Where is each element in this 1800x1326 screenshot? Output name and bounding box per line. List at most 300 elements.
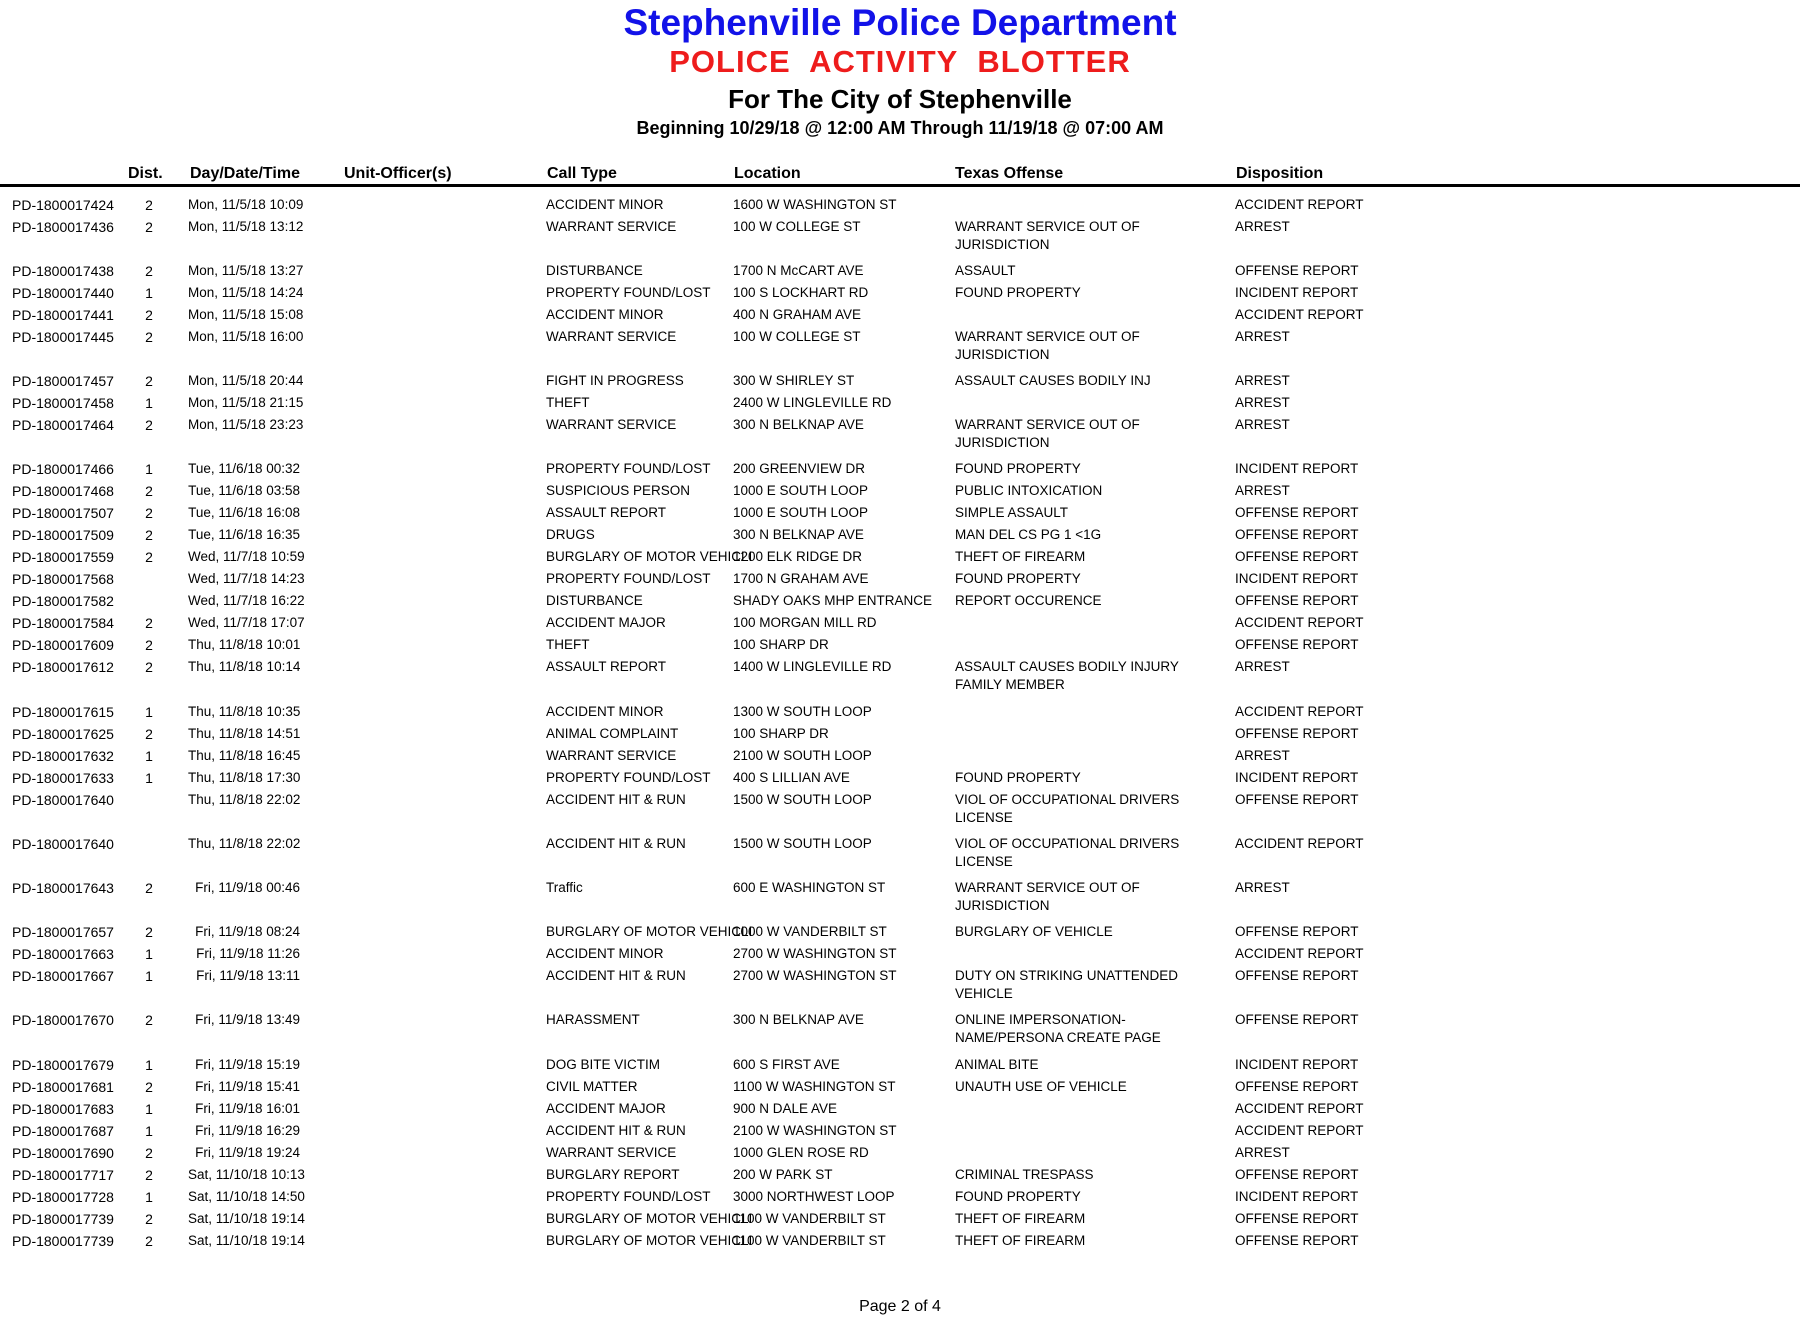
cell-incident-number: PD-1800017633 [12,770,114,786]
cell-incident-number: PD-1800017670 [12,1012,114,1028]
table-row [0,262,1800,284]
cell-disposition: ACCIDENT REPORT [1235,197,1364,212]
cell-district: 2 [145,1145,153,1161]
cell-location: 200 W PARK ST [733,1167,833,1182]
cell-incident-number: PD-1800017739 [12,1211,114,1227]
cell-location: 200 GREENVIEW DR [733,461,866,476]
column-header-dist: Dist. [128,165,163,182]
cell-call-type: Traffic [546,880,583,895]
table-row [0,1188,1800,1210]
cell-district: 2 [145,219,153,235]
cell-disposition: ARREST [1235,748,1290,763]
cell-disposition: ACCIDENT REPORT [1235,836,1364,851]
cell-call-type: WARRANT SERVICE [546,219,677,234]
cell-day-date-time: Wed, 11/7/18 17:07 [188,615,305,630]
cell-call-type: DISTURBANCE [546,593,643,608]
cell-call-type: ACCIDENT MAJOR [546,1101,666,1116]
cell-disposition: OFFENSE REPORT [1235,924,1359,939]
table-row [0,592,1800,614]
cell-texas-offense: MAN DEL CS PG 1 <1G [955,527,1102,542]
column-header-offense: Texas Offense [955,165,1064,182]
cell-location: 1400 W LINGLEVILLE RD [733,659,892,674]
table-row [0,1122,1800,1144]
table-row [0,306,1800,328]
cell-day-date-time: Thu, 11/8/18 10:35 [188,704,301,719]
cell-call-type: BURGLARY OF MOTOR VEHICLI [546,924,753,939]
cell-call-type: HARASSMENT [546,1012,640,1027]
cell-incident-number: PD-1800017717 [12,1167,114,1183]
table-row [0,1232,1800,1254]
cell-incident-number: PD-1800017582 [12,593,114,609]
table-row [0,1011,1800,1056]
cell-texas-offense: PUBLIC INTOXICATION [955,483,1103,498]
cell-incident-number: PD-1800017612 [12,659,114,675]
cell-incident-number: PD-1800017509 [12,527,114,543]
cell-call-type: ACCIDENT HIT & RUN [546,836,686,851]
cell-location: 2700 W WASHINGTON ST [733,946,897,961]
cell-incident-number: PD-1800017458 [12,395,114,411]
cell-day-date-time: Thu, 11/8/18 22:02 [188,792,301,807]
cell-texas-offense: WARRANT SERVICE OUT OF JURISDICTION [955,417,1140,450]
cell-district: 1 [145,285,153,301]
cell-district: 2 [145,1012,153,1028]
cell-location: 100 S LOCKHART RD [733,285,869,300]
cell-location: 1100 W VANDERBILT ST [733,1211,886,1226]
cell-day-date-time: Thu, 11/8/18 17:30 [188,770,301,785]
cell-incident-number: PD-1800017441 [12,307,114,323]
table-row [0,570,1800,592]
column-header-location: Location [734,165,801,182]
cell-disposition: ACCIDENT REPORT [1235,1101,1364,1116]
cell-day-date-time: Sat, 11/10/18 19:14 [188,1211,305,1226]
cell-location: 1700 N McCART AVE [733,263,864,278]
cell-location: 1300 W SOUTH LOOP [733,704,872,719]
cell-location: 600 E WASHINGTON ST [733,880,886,895]
cell-day-date-time: Thu, 11/8/18 14:51 [188,726,301,741]
cell-call-type: BURGLARY REPORT [546,1167,680,1182]
table-row [0,967,1800,1011]
cell-call-type: ACCIDENT MINOR [546,704,664,719]
cell-district: 2 [145,1233,153,1249]
cell-location: 1000 W VANDERBILT ST [733,924,887,939]
table-row [0,504,1800,526]
cell-day-date-time: Fri, 11/9/18 00:46 [195,880,300,895]
cell-district: 2 [145,505,153,521]
blotter-table [0,196,1800,1254]
table-row [0,526,1800,548]
cell-incident-number: PD-1800017440 [12,285,114,301]
cell-district: 1 [145,1057,153,1073]
cell-day-date-time: Mon, 11/5/18 20:44 [188,373,304,388]
cell-call-type: FIGHT IN PROGRESS [546,373,684,388]
cell-texas-offense: FOUND PROPERTY [955,571,1081,586]
cell-disposition: OFFENSE REPORT [1235,968,1359,983]
cell-texas-offense: THEFT OF FIREARM [955,549,1086,564]
table-row [0,482,1800,504]
cell-day-date-time: Sat, 11/10/18 14:50 [188,1189,305,1204]
header-rule [0,184,1800,187]
cell-call-type: ACCIDENT MINOR [546,946,664,961]
cell-district: 2 [145,637,153,653]
cell-texas-offense: FOUND PROPERTY [955,770,1081,785]
cell-district: 2 [145,615,153,631]
table-row [0,725,1800,747]
cell-call-type: ACCIDENT MINOR [546,197,664,212]
cell-texas-offense: THEFT OF FIREARM [955,1233,1086,1248]
cell-district: 2 [145,726,153,742]
cell-location: 300 N BELKNAP AVE [733,417,864,432]
cell-disposition: ARREST [1235,395,1290,410]
cell-disposition: ARREST [1235,329,1290,344]
cell-texas-offense: ASSAULT CAUSES BODILY INJURY FAMILY MEMBER [955,659,1179,692]
table-row [0,835,1800,879]
cell-incident-number: PD-1800017739 [12,1233,114,1249]
cell-incident-number: PD-1800017643 [12,880,114,896]
cell-location: 1200 ELK RIDGE DR [733,549,863,564]
cell-call-type: PROPERTY FOUND/LOST [546,770,711,785]
cell-call-type: CIVIL MATTER [546,1079,638,1094]
cell-call-type: DRUGS [546,527,595,542]
cell-incident-number: PD-1800017663 [12,946,114,962]
cell-location: 300 W SHIRLEY ST [733,373,855,388]
cell-texas-offense: UNAUTH USE OF VEHICLE [955,1079,1127,1094]
cell-day-date-time: Fri, 11/9/18 08:24 [195,924,300,939]
cell-location: 900 N DALE AVE [733,1101,838,1116]
cell-day-date-time: Mon, 11/5/18 10:09 [188,197,304,212]
cell-disposition: ACCIDENT REPORT [1235,946,1364,961]
cell-disposition: ARREST [1235,659,1290,674]
cell-location: 1000 GLEN ROSE RD [733,1145,869,1160]
cell-day-date-time: Thu, 11/8/18 16:45 [188,748,301,763]
cell-texas-offense: FOUND PROPERTY [955,285,1081,300]
table-row [0,328,1800,372]
cell-day-date-time: Thu, 11/8/18 10:14 [188,659,301,674]
table-row [0,1144,1800,1166]
table-row [0,1078,1800,1100]
cell-call-type: ANIMAL COMPLAINT [546,726,679,741]
table-row [0,1056,1800,1078]
cell-disposition: INCIDENT REPORT [1235,1189,1359,1204]
table-row [0,460,1800,482]
cell-day-date-time: Mon, 11/5/18 15:08 [188,307,304,322]
cell-location: 2100 W SOUTH LOOP [733,748,872,763]
cell-day-date-time: Tue, 11/6/18 03:58 [188,483,300,498]
cell-call-type: ASSAULT REPORT [546,505,667,520]
cell-incident-number: PD-1800017464 [12,417,114,433]
table-row [0,1100,1800,1122]
cell-district: 1 [145,395,153,411]
column-header-datetime: Day/Date/Time [190,165,300,182]
cell-disposition: OFFENSE REPORT [1235,549,1359,564]
cell-incident-number: PD-1800017632 [12,748,114,764]
cell-call-type: BURGLARY OF MOTOR VEHICLI [546,549,753,564]
cell-district: 2 [145,527,153,543]
table-row [0,1166,1800,1188]
column-header-unit: Unit-Officer(s) [344,165,452,182]
cell-texas-offense: REPORT OCCURENCE [955,593,1102,608]
cell-disposition: ARREST [1235,373,1290,388]
cell-disposition: OFFENSE REPORT [1235,792,1359,807]
cell-location: 300 N BELKNAP AVE [733,1012,864,1027]
cell-location: 100 W COLLEGE ST [733,219,861,234]
cell-location: 1500 W SOUTH LOOP [733,836,872,851]
cell-district: 2 [145,1079,153,1095]
cell-disposition: OFFENSE REPORT [1235,1211,1359,1226]
cell-call-type: WARRANT SERVICE [546,748,677,763]
cell-day-date-time: Mon, 11/5/18 21:15 [188,395,304,410]
table-row [0,879,1800,923]
cell-texas-offense: WARRANT SERVICE OUT OF JURISDICTION [955,329,1140,362]
cell-disposition: OFFENSE REPORT [1235,527,1359,542]
cell-disposition: OFFENSE REPORT [1235,1079,1359,1094]
cell-texas-offense: VIOL OF OCCUPATIONAL DRIVERS LICENSE [955,792,1180,825]
table-row [0,548,1800,570]
cell-day-date-time: Fri, 11/9/18 15:19 [195,1057,300,1072]
cell-location: 1100 W WASHINGTON ST [733,1079,896,1094]
cell-incident-number: PD-1800017667 [12,968,114,984]
cell-disposition: INCIDENT REPORT [1235,770,1359,785]
cell-day-date-time: Fri, 11/9/18 13:49 [195,1012,300,1027]
cell-disposition: ACCIDENT REPORT [1235,615,1364,630]
cell-location: 3000 NORTHWEST LOOP [733,1189,895,1204]
cell-district: 2 [145,1167,153,1183]
cell-day-date-time: Mon, 11/5/18 13:27 [188,263,304,278]
cell-location: 1000 E SOUTH LOOP [733,483,869,498]
cell-call-type: PROPERTY FOUND/LOST [546,571,711,586]
table-row [0,416,1800,460]
cell-texas-offense: VIOL OF OCCUPATIONAL DRIVERS LICENSE [955,836,1180,869]
table-row [0,703,1800,725]
cell-day-date-time: Fri, 11/9/18 13:11 [196,968,300,983]
table-row [0,372,1800,394]
cell-incident-number: PD-1800017690 [12,1145,114,1161]
cell-incident-number: PD-1800017468 [12,483,114,499]
cell-texas-offense: ONLINE IMPERSONATION-NAME/PERSONA CREATE PAGE [955,1012,1161,1045]
cell-call-type: ACCIDENT HIT & RUN [546,792,686,807]
cell-day-date-time: Mon, 11/5/18 16:00 [188,329,304,344]
table-row [0,636,1800,658]
cell-disposition: ARREST [1235,483,1290,498]
table-row [0,614,1800,636]
cell-day-date-time: Mon, 11/5/18 13:12 [188,219,304,234]
cell-district: 2 [145,549,153,565]
cell-call-type: BURGLARY OF MOTOR VEHICLI [546,1233,753,1248]
cell-disposition: ARREST [1235,219,1290,234]
cell-district: 2 [145,483,153,499]
cell-call-type: ACCIDENT HIT & RUN [546,968,686,983]
cell-incident-number: PD-1800017625 [12,726,114,742]
cell-district: 2 [145,1211,153,1227]
cell-texas-offense: SIMPLE ASSAULT [955,505,1069,520]
table-row [0,923,1800,945]
cell-texas-offense: FOUND PROPERTY [955,1189,1081,1204]
cell-call-type: DISTURBANCE [546,263,643,278]
cell-texas-offense: DUTY ON STRIKING UNATTENDED VEHICLE [955,968,1179,1001]
cell-district: 1 [145,461,153,477]
cell-call-type: WARRANT SERVICE [546,417,677,432]
cell-day-date-time: Sat, 11/10/18 10:13 [188,1167,305,1182]
cell-day-date-time: Fri, 11/9/18 15:41 [195,1079,300,1094]
table-row [0,218,1800,262]
cell-call-type: WARRANT SERVICE [546,329,677,344]
cell-incident-number: PD-1800017457 [12,373,114,389]
cell-incident-number: PD-1800017424 [12,197,114,213]
cell-disposition: ACCIDENT REPORT [1235,704,1364,719]
cell-incident-number: PD-1800017687 [12,1123,114,1139]
cell-incident-number: PD-1800017683 [12,1101,114,1117]
cell-disposition: INCIDENT REPORT [1235,1057,1359,1072]
table-row [0,747,1800,769]
cell-incident-number: PD-1800017445 [12,329,114,345]
cell-location: 600 S FIRST AVE [733,1057,840,1072]
cell-day-date-time: Wed, 11/7/18 14:23 [188,571,305,586]
cell-day-date-time: Fri, 11/9/18 11:26 [196,946,300,961]
cell-call-type: ACCIDENT MAJOR [546,615,666,630]
cell-incident-number: PD-1800017615 [12,704,114,720]
table-row [0,394,1800,416]
cell-disposition: ARREST [1235,417,1290,432]
cell-location: 1600 W WASHINGTON ST [733,197,897,212]
cell-incident-number: PD-1800017507 [12,505,114,521]
cell-texas-offense: ASSAULT CAUSES BODILY INJ [955,373,1151,388]
cell-location: 2100 W WASHINGTON ST [733,1123,897,1138]
table-row [0,284,1800,306]
date-range: Beginning 10/29/18 @ 12:00 AM Through 11/19/18 @ 07:00 AM [636,118,1164,138]
cell-call-type: DOG BITE VICTIM [546,1057,661,1072]
table-row [0,658,1800,703]
cell-district: 1 [145,704,153,720]
cell-district: 1 [145,1101,153,1117]
column-header-disposition: Disposition [1236,165,1324,182]
cell-disposition: OFFENSE REPORT [1235,726,1359,741]
cell-location: 1700 N GRAHAM AVE [733,571,869,586]
cell-district: 2 [145,373,153,389]
cell-texas-offense: ANIMAL BITE [955,1057,1039,1072]
cell-location: 100 W COLLEGE ST [733,329,861,344]
cell-call-type: SUSPICIOUS PERSON [546,483,691,498]
cell-location: 1500 W SOUTH LOOP [733,792,872,807]
cell-location: 100 MORGAN MILL RD [733,615,877,630]
cell-incident-number: PD-1800017568 [12,571,114,587]
cell-day-date-time: Wed, 11/7/18 10:59 [188,549,305,564]
cell-incident-number: PD-1800017640 [12,792,114,808]
cell-disposition: OFFENSE REPORT [1235,505,1359,520]
cell-district: 2 [145,659,153,675]
cell-district: 1 [145,1189,153,1205]
city-subtitle: For The City of Stephenville [728,84,1072,114]
cell-disposition: OFFENSE REPORT [1235,1167,1359,1182]
cell-district: 1 [145,946,153,962]
cell-disposition: OFFENSE REPORT [1235,263,1359,278]
cell-incident-number: PD-1800017679 [12,1057,114,1073]
cell-district: 2 [145,307,153,323]
cell-district: 1 [145,968,153,984]
cell-call-type: WARRANT SERVICE [546,1145,677,1160]
cell-district: 2 [145,880,153,896]
cell-incident-number: PD-1800017657 [12,924,114,940]
cell-incident-number: PD-1800017436 [12,219,114,235]
cell-district: 1 [145,1123,153,1139]
cell-disposition: ARREST [1235,1145,1290,1160]
cell-disposition: ACCIDENT REPORT [1235,1123,1364,1138]
cell-call-type: THEFT [546,395,590,410]
cell-disposition: OFFENSE REPORT [1235,593,1359,608]
cell-location: 1100 W VANDERBILT ST [733,1233,886,1248]
cell-texas-offense: WARRANT SERVICE OUT OF JURISDICTION [955,219,1140,252]
cell-day-date-time: Tue, 11/6/18 00:32 [188,461,300,476]
cell-location: 300 N BELKNAP AVE [733,527,864,542]
cell-district: 2 [145,197,153,213]
cell-incident-number: PD-1800017466 [12,461,114,477]
department-title: Stephenville Police Department [623,2,1177,43]
cell-disposition: INCIDENT REPORT [1235,461,1359,476]
cell-disposition: ACCIDENT REPORT [1235,307,1364,322]
cell-disposition: OFFENSE REPORT [1235,1233,1359,1248]
cell-day-date-time: Fri, 11/9/18 16:29 [195,1123,300,1138]
table-row [0,945,1800,967]
cell-day-date-time: Mon, 11/5/18 14:24 [188,285,304,300]
cell-location: 100 SHARP DR [733,726,829,741]
cell-texas-offense: WARRANT SERVICE OUT OF JURISDICTION [955,880,1140,913]
cell-call-type: PROPERTY FOUND/LOST [546,1189,711,1204]
table-row [0,791,1800,835]
cell-call-type: ACCIDENT HIT & RUN [546,1123,686,1138]
cell-disposition: OFFENSE REPORT [1235,1012,1359,1027]
cell-day-date-time: Thu, 11/8/18 10:01 [188,637,301,652]
cell-day-date-time: Thu, 11/8/18 22:02 [188,836,301,851]
cell-incident-number: PD-1800017584 [12,615,114,631]
cell-call-type: PROPERTY FOUND/LOST [546,285,711,300]
cell-call-type: THEFT [546,637,590,652]
cell-incident-number: PD-1800017438 [12,263,114,279]
cell-disposition: ARREST [1235,880,1290,895]
table-row [0,196,1800,218]
cell-day-date-time: Fri, 11/9/18 19:24 [195,1145,300,1160]
cell-texas-offense: ASSAULT [955,263,1016,278]
cell-texas-offense: BURGLARY OF VEHICLE [955,924,1113,939]
cell-day-date-time: Mon, 11/5/18 23:23 [188,417,304,432]
cell-location: 2700 W WASHINGTON ST [733,968,897,983]
cell-day-date-time: Sat, 11/10/18 19:14 [188,1233,305,1248]
cell-district: 1 [145,748,153,764]
cell-day-date-time: Tue, 11/6/18 16:08 [188,505,300,520]
cell-location: 100 SHARP DR [733,637,829,652]
column-header-call-type: Call Type [547,165,617,182]
cell-incident-number: PD-1800017681 [12,1079,114,1095]
cell-location: SHADY OAKS MHP ENTRANCE [733,593,933,608]
cell-location: 1000 E SOUTH LOOP [733,505,869,520]
cell-incident-number: PD-1800017640 [12,836,114,852]
cell-day-date-time: Fri, 11/9/18 16:01 [195,1101,300,1116]
cell-disposition: OFFENSE REPORT [1235,637,1359,652]
cell-district: 2 [145,417,153,433]
cell-location: 2400 W LINGLEVILLE RD [733,395,892,410]
cell-incident-number: PD-1800017728 [12,1189,114,1205]
cell-district: 2 [145,263,153,279]
blotter-title: POLICE ACTIVITY BLOTTER [669,44,1131,79]
cell-call-type: ASSAULT REPORT [546,659,667,674]
cell-call-type: PROPERTY FOUND/LOST [546,461,711,476]
cell-disposition: INCIDENT REPORT [1235,571,1359,586]
cell-incident-number: PD-1800017559 [12,549,114,565]
cell-location: 400 S LILLIAN AVE [733,770,850,785]
cell-day-date-time: Wed, 11/7/18 16:22 [188,593,305,608]
table-row [0,1210,1800,1232]
cell-district: 2 [145,924,153,940]
cell-day-date-time: Tue, 11/6/18 16:35 [188,527,300,542]
cell-call-type: BURGLARY OF MOTOR VEHICLI [546,1211,753,1226]
cell-incident-number: PD-1800017609 [12,637,114,653]
